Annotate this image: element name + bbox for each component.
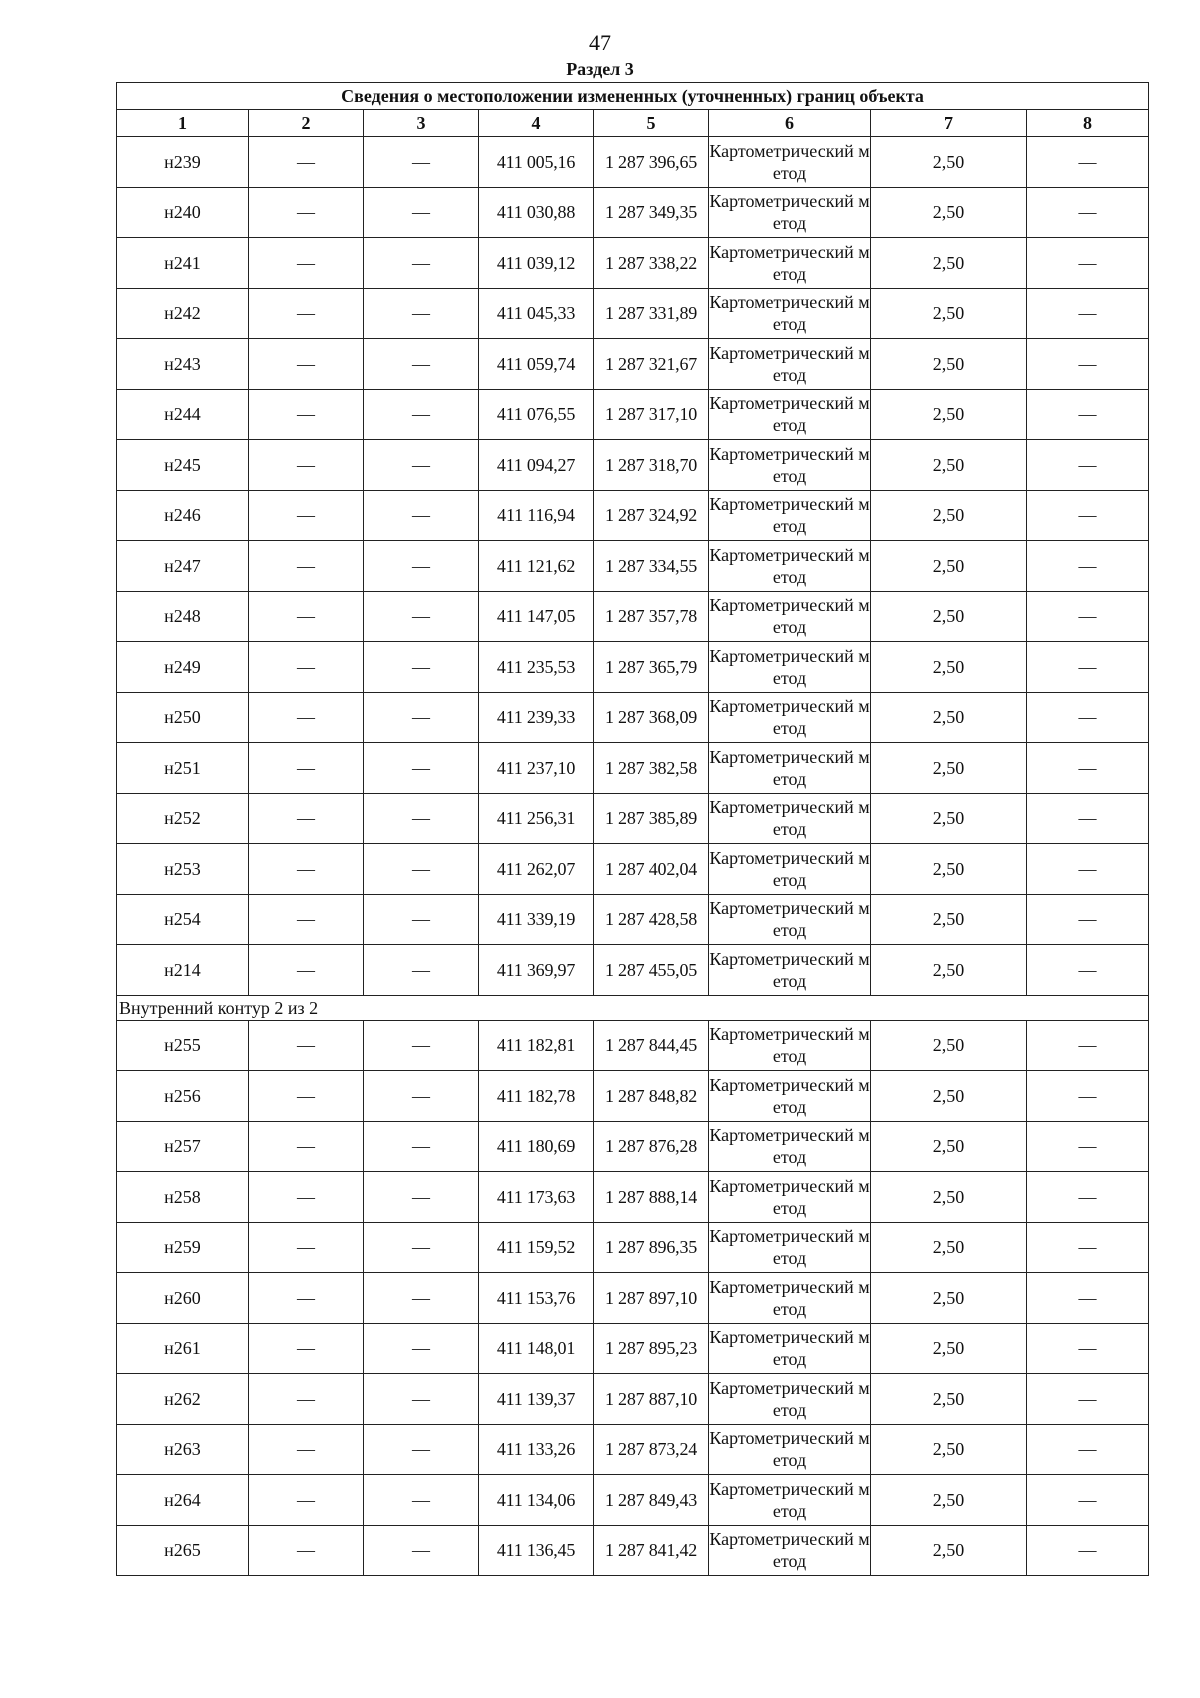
method-cell: Картометрический метод [709,137,871,188]
point-id-cell: н250 [117,692,249,743]
method-cell: Картометрический метод [709,1374,871,1425]
method-cell: Картометрический метод [709,1071,871,1122]
column-8-cell: — [1027,1374,1149,1425]
accuracy-cell: 2,50 [871,389,1027,440]
table-row [117,793,1149,844]
accuracy-cell: 2,50 [871,642,1027,693]
y-coordinate-cell: 1 287 841,42 [594,1525,709,1576]
y-coordinate-cell: 1 287 402,04 [594,844,709,895]
table-row [117,1020,1149,1071]
y-coordinate-cell: 1 287 396,65 [594,137,709,188]
method-cell: Картометрический метод [709,389,871,440]
accuracy-cell: 2,50 [871,137,1027,188]
table-row [117,1222,1149,1273]
accuracy-cell: 2,50 [871,490,1027,541]
method-cell: Картометрический метод [709,440,871,491]
accuracy-cell: 2,50 [871,1525,1027,1576]
method-cell: Картометрический метод [709,1020,871,1071]
point-id-cell: н244 [117,389,249,440]
column-8-cell: — [1027,1424,1149,1475]
method-cell: Картометрический метод [709,339,871,390]
column-3-cell: — [364,1525,479,1576]
column-header: 1 [117,110,249,137]
column-2-cell: — [249,743,364,794]
accuracy-cell: 2,50 [871,339,1027,390]
column-2-cell: — [249,591,364,642]
x-coordinate-cell: 411 182,78 [479,1071,594,1122]
column-8-cell: — [1027,389,1149,440]
y-coordinate-cell: 1 287 357,78 [594,591,709,642]
point-id-cell: н255 [117,1020,249,1071]
y-coordinate-cell: 1 287 844,45 [594,1020,709,1071]
table-row [117,591,1149,642]
column-2-cell: — [249,389,364,440]
table-row [117,1374,1149,1425]
y-coordinate-cell: 1 287 365,79 [594,642,709,693]
table-row [117,743,1149,794]
column-2-cell: — [249,1020,364,1071]
y-coordinate-cell: 1 287 455,05 [594,945,709,996]
accuracy-cell: 2,50 [871,894,1027,945]
method-cell: Картометрический метод [709,1222,871,1273]
y-coordinate-cell: 1 287 338,22 [594,238,709,289]
method-cell: Картометрический метод [709,490,871,541]
column-header: 6 [709,110,871,137]
section-title: Раздел 3 [566,59,634,79]
x-coordinate-cell: 411 030,88 [479,187,594,238]
y-coordinate-cell: 1 287 873,24 [594,1424,709,1475]
x-coordinate-cell: 411 153,76 [479,1273,594,1324]
column-8-cell: — [1027,793,1149,844]
column-3-cell: — [364,793,479,844]
x-coordinate-cell: 411 147,05 [479,591,594,642]
column-header: 2 [249,110,364,137]
method-cell: Картометрический метод [709,844,871,895]
y-coordinate-cell: 1 287 317,10 [594,389,709,440]
column-8-cell: — [1027,1172,1149,1223]
column-header: 8 [1027,110,1149,137]
column-3-cell: — [364,541,479,592]
table-row [117,1475,1149,1526]
point-id-cell: н264 [117,1475,249,1526]
method-cell: Картометрический метод [709,793,871,844]
column-2-cell: — [249,1424,364,1475]
column-2-cell: — [249,187,364,238]
column-2-cell: — [249,793,364,844]
table-caption: Сведения о местоположении измененных (уточненных) границ объекта [117,83,1149,110]
x-coordinate-cell: 411 159,52 [479,1222,594,1273]
point-id-cell: н265 [117,1525,249,1576]
column-8-cell: — [1027,894,1149,945]
y-coordinate-cell: 1 287 428,58 [594,894,709,945]
point-id-cell: н242 [117,288,249,339]
method-cell: Картометрический метод [709,1525,871,1576]
method-cell: Картометрический метод [709,692,871,743]
y-coordinate-cell: 1 287 318,70 [594,440,709,491]
column-3-cell: — [364,1475,479,1526]
method-cell: Картометрический метод [709,591,871,642]
coordinates-table [116,82,1149,1576]
accuracy-cell: 2,50 [871,187,1027,238]
column-3-cell: — [364,894,479,945]
x-coordinate-cell: 411 180,69 [479,1121,594,1172]
x-coordinate-cell: 411 182,81 [479,1020,594,1071]
x-coordinate-cell: 411 173,63 [479,1172,594,1223]
table-row [117,440,1149,491]
point-id-cell: н214 [117,945,249,996]
column-header: 7 [871,110,1027,137]
column-8-cell: — [1027,339,1149,390]
point-id-cell: н262 [117,1374,249,1425]
column-3-cell: — [364,591,479,642]
accuracy-cell: 2,50 [871,591,1027,642]
column-8-cell: — [1027,490,1149,541]
y-coordinate-cell: 1 287 385,89 [594,793,709,844]
y-coordinate-cell: 1 287 334,55 [594,541,709,592]
method-cell: Картометрический метод [709,894,871,945]
column-8-cell: — [1027,692,1149,743]
point-id-cell: н247 [117,541,249,592]
accuracy-cell: 2,50 [871,440,1027,491]
column-3-cell: — [364,288,479,339]
column-3-cell: — [364,692,479,743]
column-3-cell: — [364,339,479,390]
table-row [117,288,1149,339]
table-row [117,1071,1149,1122]
method-cell: Картометрический метод [709,1475,871,1526]
column-3-cell: — [364,1273,479,1324]
table-row [117,1525,1149,1576]
point-id-cell: н248 [117,591,249,642]
x-coordinate-cell: 411 256,31 [479,793,594,844]
column-8-cell: — [1027,945,1149,996]
column-2-cell: — [249,1374,364,1425]
column-2-cell: — [249,440,364,491]
contour-label-row [117,995,1149,1020]
column-2-cell: — [249,1222,364,1273]
accuracy-cell: 2,50 [871,541,1027,592]
method-cell: Картометрический метод [709,541,871,592]
column-3-cell: — [364,1323,479,1374]
point-id-cell: н241 [117,238,249,289]
accuracy-cell: 2,50 [871,1323,1027,1374]
accuracy-cell: 2,50 [871,692,1027,743]
point-id-cell: н261 [117,1323,249,1374]
table-row [117,541,1149,592]
y-coordinate-cell: 1 287 895,23 [594,1323,709,1374]
column-8-cell: — [1027,238,1149,289]
point-id-cell: н253 [117,844,249,895]
y-coordinate-cell: 1 287 349,35 [594,187,709,238]
x-coordinate-cell: 411 116,94 [479,490,594,541]
column-2-cell: — [249,541,364,592]
x-coordinate-cell: 411 235,53 [479,642,594,693]
y-coordinate-cell: 1 287 848,82 [594,1071,709,1122]
column-8-cell: — [1027,642,1149,693]
contour-label: Внутренний контур 2 из 2 [117,995,1149,1020]
column-8-cell: — [1027,844,1149,895]
accuracy-cell: 2,50 [871,1020,1027,1071]
accuracy-cell: 2,50 [871,743,1027,794]
x-coordinate-cell: 411 059,74 [479,339,594,390]
table-row [117,945,1149,996]
column-8-cell: — [1027,137,1149,188]
column-2-cell: — [249,894,364,945]
x-coordinate-cell: 411 139,37 [479,1374,594,1425]
point-id-cell: н260 [117,1273,249,1324]
column-header: 3 [364,110,479,137]
accuracy-cell: 2,50 [871,1172,1027,1223]
point-id-cell: н263 [117,1424,249,1475]
x-coordinate-cell: 411 239,33 [479,692,594,743]
column-header: 4 [479,110,594,137]
x-coordinate-cell: 411 133,26 [479,1424,594,1475]
accuracy-cell: 2,50 [871,238,1027,289]
y-coordinate-cell: 1 287 888,14 [594,1172,709,1223]
y-coordinate-cell: 1 287 876,28 [594,1121,709,1172]
x-coordinate-cell: 411 045,33 [479,288,594,339]
column-3-cell: — [364,389,479,440]
column-2-cell: — [249,238,364,289]
x-coordinate-cell: 411 121,62 [479,541,594,592]
x-coordinate-cell: 411 039,12 [479,238,594,289]
column-2-cell: — [249,1525,364,1576]
y-coordinate-cell: 1 287 321,67 [594,339,709,390]
column-3-cell: — [364,238,479,289]
column-2-cell: — [249,642,364,693]
column-header-row [117,110,1149,137]
method-cell: Картометрический метод [709,1121,871,1172]
table-row [117,642,1149,693]
table-row [117,894,1149,945]
column-2-cell: — [249,1071,364,1122]
table-row [117,187,1149,238]
table-row [117,1424,1149,1475]
table-row [117,692,1149,743]
table-body [117,137,1149,1576]
y-coordinate-cell: 1 287 382,58 [594,743,709,794]
column-3-cell: — [364,1222,479,1273]
table-row [117,1323,1149,1374]
table-row [117,339,1149,390]
column-2-cell: — [249,1172,364,1223]
accuracy-cell: 2,50 [871,1222,1027,1273]
y-coordinate-cell: 1 287 849,43 [594,1475,709,1526]
x-coordinate-cell: 411 136,45 [479,1525,594,1576]
column-2-cell: — [249,1121,364,1172]
x-coordinate-cell: 411 148,01 [479,1323,594,1374]
point-id-cell: н240 [117,187,249,238]
table-row [117,137,1149,188]
point-id-cell: н256 [117,1071,249,1122]
point-id-cell: н246 [117,490,249,541]
table-row [117,238,1149,289]
point-id-cell: н245 [117,440,249,491]
column-3-cell: — [364,1020,479,1071]
method-cell: Картометрический метод [709,1273,871,1324]
column-8-cell: — [1027,440,1149,491]
accuracy-cell: 2,50 [871,793,1027,844]
accuracy-cell: 2,50 [871,1475,1027,1526]
column-3-cell: — [364,1172,479,1223]
point-id-cell: н259 [117,1222,249,1273]
accuracy-cell: 2,50 [871,1273,1027,1324]
point-id-cell: н254 [117,894,249,945]
method-cell: Картометрический метод [709,288,871,339]
point-id-cell: н257 [117,1121,249,1172]
column-8-cell: — [1027,541,1149,592]
column-8-cell: — [1027,1525,1149,1576]
column-2-cell: — [249,945,364,996]
column-3-cell: — [364,844,479,895]
accuracy-cell: 2,50 [871,1071,1027,1122]
accuracy-cell: 2,50 [871,945,1027,996]
column-3-cell: — [364,642,479,693]
method-cell: Картометрический метод [709,187,871,238]
column-8-cell: — [1027,591,1149,642]
column-8-cell: — [1027,187,1149,238]
column-8-cell: — [1027,1071,1149,1122]
y-coordinate-cell: 1 287 368,09 [594,692,709,743]
method-cell: Картометрический метод [709,1424,871,1475]
x-coordinate-cell: 411 076,55 [479,389,594,440]
accuracy-cell: 2,50 [871,1374,1027,1425]
accuracy-cell: 2,50 [871,844,1027,895]
column-2-cell: — [249,1323,364,1374]
y-coordinate-cell: 1 287 887,10 [594,1374,709,1425]
column-3-cell: — [364,1071,479,1122]
column-2-cell: — [249,844,364,895]
column-8-cell: — [1027,1273,1149,1324]
x-coordinate-cell: 411 339,19 [479,894,594,945]
x-coordinate-cell: 411 005,16 [479,137,594,188]
table-row [117,1121,1149,1172]
column-8-cell: — [1027,743,1149,794]
column-8-cell: — [1027,1475,1149,1526]
table-row [117,844,1149,895]
y-coordinate-cell: 1 287 896,35 [594,1222,709,1273]
column-3-cell: — [364,1374,479,1425]
method-cell: Картометрический метод [709,1323,871,1374]
x-coordinate-cell: 411 094,27 [479,440,594,491]
column-3-cell: — [364,743,479,794]
method-cell: Картометрический метод [709,1172,871,1223]
column-2-cell: — [249,490,364,541]
page-number: 47 [589,30,611,55]
accuracy-cell: 2,50 [871,1121,1027,1172]
table-row [117,490,1149,541]
column-3-cell: — [364,490,479,541]
column-header: 5 [594,110,709,137]
column-3-cell: — [364,1424,479,1475]
column-2-cell: — [249,692,364,743]
column-2-cell: — [249,1475,364,1526]
method-cell: Картометрический метод [709,238,871,289]
column-8-cell: — [1027,288,1149,339]
table-row [117,1172,1149,1223]
column-2-cell: — [249,137,364,188]
column-3-cell: — [364,440,479,491]
method-cell: Картометрический метод [709,945,871,996]
point-id-cell: н252 [117,793,249,844]
x-coordinate-cell: 411 262,07 [479,844,594,895]
x-coordinate-cell: 411 369,97 [479,945,594,996]
column-3-cell: — [364,137,479,188]
column-2-cell: — [249,339,364,390]
point-id-cell: н243 [117,339,249,390]
column-8-cell: — [1027,1020,1149,1071]
column-8-cell: — [1027,1323,1149,1374]
method-cell: Картометрический метод [709,743,871,794]
y-coordinate-cell: 1 287 331,89 [594,288,709,339]
y-coordinate-cell: 1 287 324,92 [594,490,709,541]
point-id-cell: н258 [117,1172,249,1223]
point-id-cell: н239 [117,137,249,188]
column-2-cell: — [249,288,364,339]
column-8-cell: — [1027,1121,1149,1172]
column-8-cell: — [1027,1222,1149,1273]
point-id-cell: н249 [117,642,249,693]
point-id-cell: н251 [117,743,249,794]
column-2-cell: — [249,1273,364,1324]
table-row [117,1273,1149,1324]
accuracy-cell: 2,50 [871,1424,1027,1475]
y-coordinate-cell: 1 287 897,10 [594,1273,709,1324]
column-3-cell: — [364,1121,479,1172]
method-cell: Картометрический метод [709,642,871,693]
accuracy-cell: 2,50 [871,288,1027,339]
x-coordinate-cell: 411 237,10 [479,743,594,794]
column-3-cell: — [364,187,479,238]
table-row [117,389,1149,440]
x-coordinate-cell: 411 134,06 [479,1475,594,1526]
column-3-cell: — [364,945,479,996]
